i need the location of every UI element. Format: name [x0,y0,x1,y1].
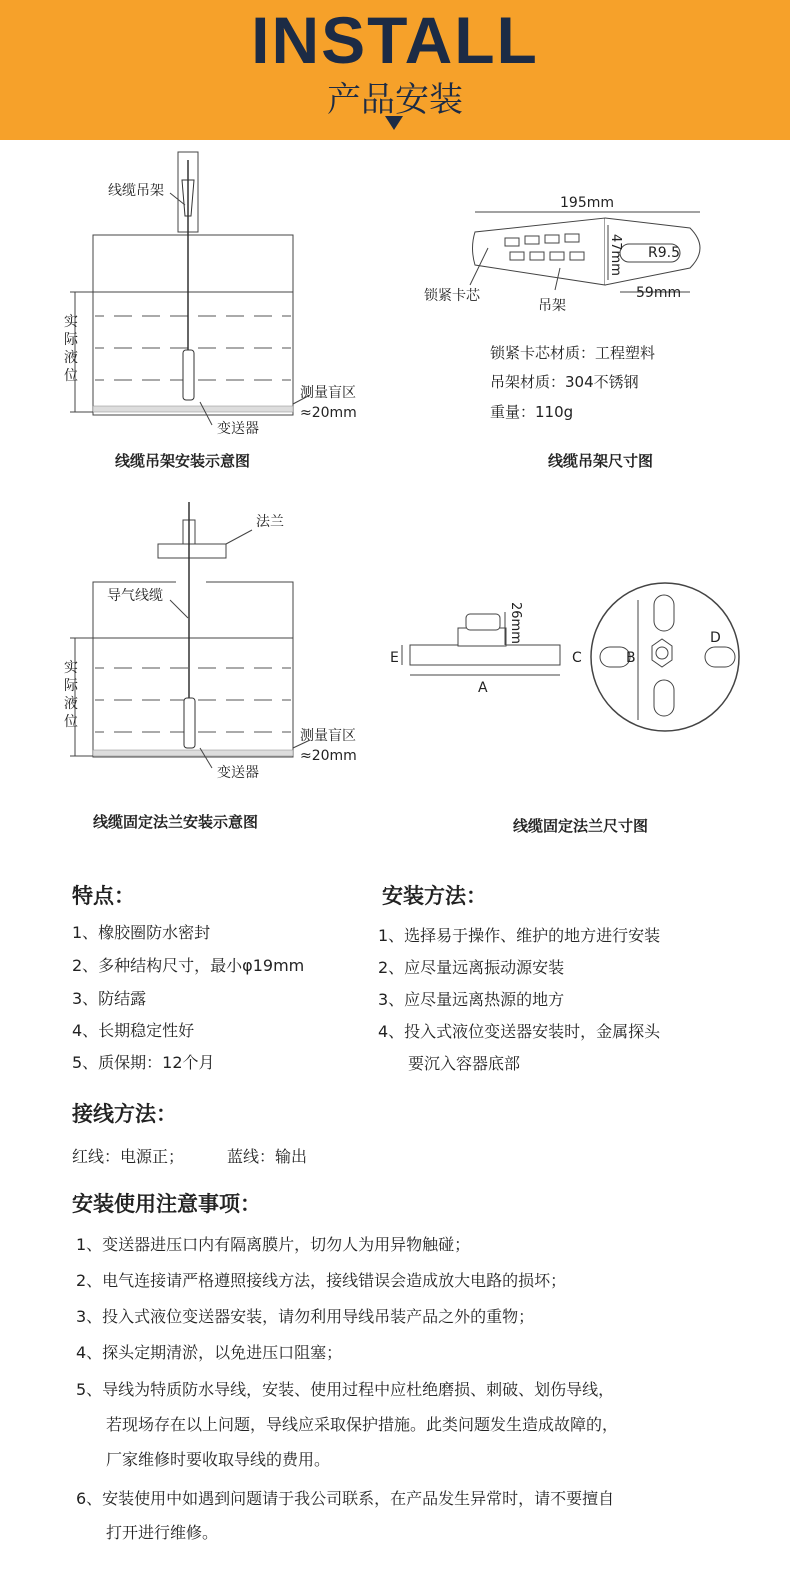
diagram-bracket-install [64,152,357,437]
note-item: 6、安装使用中如遇到问题请于我公司联系，在产品发生异常时，请不要擅自 [76,1489,615,1508]
label-bracket: 线缆吊架 [108,183,164,199]
install-item: 1、选择易于操作、维护的地方进行安装 [378,926,661,945]
feature-item: 1、橡胶圈防水密封 [72,923,211,942]
label-lock-core: 锁紧卡芯 [424,288,480,304]
label-b: B [626,650,636,666]
label-blind-zone-2: 测量盲区 [300,728,356,744]
dim-height: 47mm [608,234,623,276]
label-a: A [478,680,488,696]
label-d: D [710,630,721,646]
label-transmitter-2: 变送器 [217,765,259,781]
install-item: 4、投入式液位变送器安装时，金属探头 [378,1022,661,1041]
install-item: 要沉入容器底部 [408,1054,521,1073]
diagram-bracket-dimensions [424,195,700,314]
note-item: 5、导线为特质防水导线，安装、使用过程中应杜绝磨损、刺破、划伤导线， [76,1380,615,1399]
feature-item: 3、防结露 [72,989,147,1008]
flange-side-view [410,645,560,665]
feature-item: 4、长期稳定性好 [72,1021,195,1040]
transmitter-probe [183,350,194,400]
label-vent-cable: 导气线缆 [107,588,163,604]
caption-bracket-install: 线缆吊架安装示意图 [115,452,251,470]
wiring-title: 接线方法： [72,1102,177,1126]
note-item: 1、变送器进压口内有隔离膜片，切勿人为用异物触碰； [76,1235,471,1254]
notes-title: 安装使用注意事项： [72,1192,261,1216]
transmitter-probe-2 [184,698,195,748]
feature-item: 2、多种结构尺寸，最小φ19mm [72,956,305,975]
spec-bracket-material: 吊架材质：304不锈钢 [490,373,639,391]
caption-flange-install: 线缆固定法兰安装示意图 [93,813,259,831]
label-e: E [390,650,399,666]
install-item: 2、应尽量远离振动源安装 [378,958,565,977]
wiring-red: 红线：电源正； [72,1147,185,1166]
spec-core-material: 锁紧卡芯材质：工程塑料 [490,344,656,362]
label-level-2: 际 [64,332,78,348]
dim-height-26: 26mm [508,602,523,644]
page-title: INSTALL [251,3,539,77]
note-item: 若现场存在以上问题，导线应采取保护措施。此类问题发生造成故障的， [106,1415,619,1434]
feature-item: 5、质保期：12个月 [72,1053,215,1072]
note-item: 2、电气连接请严格遵照接线方法，接线错误会造成放大电路的损坏； [76,1271,567,1290]
features-title: 特点： [72,884,135,908]
caption-flange-dimensions: 线缆固定法兰尺寸图 [513,817,649,835]
flange-plate [158,544,226,558]
note-item: 4、探头定期清淤，以免进压口阻塞； [76,1343,343,1362]
install-item: 3、应尽量远离热源的地方 [378,990,565,1009]
label-level-2-3: 液 [64,696,78,712]
label-bracket-2: 吊架 [538,298,566,314]
label-flange: 法兰 [256,514,284,530]
diagram-flange-install [64,502,357,781]
label-transmitter: 变送器 [217,421,259,437]
label-level-2-2: 际 [64,678,78,694]
label-level-2-4: 位 [64,714,78,730]
label-level-4: 位 [64,368,78,384]
note-item: 厂家维修时要收取导线的费用。 [106,1450,331,1469]
dim-radius: R9.5 [648,245,680,261]
label-c: C [572,650,582,666]
dim-length: 195mm [560,195,614,211]
label-level-2-1: 实 [64,660,78,676]
label-level-1: 实 [64,314,78,330]
label-level-3: 液 [64,350,78,366]
wiring-blue: 蓝线：输出 [227,1147,308,1166]
label-blind-zone: 测量盲区 [300,385,356,401]
install-title: 安装方法： [382,884,487,908]
spec-weight: 重量：110g [490,403,574,421]
note-item: 3、投入式液位变送器安装，请勿利用导线吊装产品之外的重物； [76,1307,535,1326]
caption-bracket-dimensions: 线缆吊架尺寸图 [548,452,654,470]
note-item: 打开进行维修。 [106,1523,219,1542]
label-blind-value-2: ≈20mm [300,748,357,764]
down-arrow-icon [385,116,403,130]
diagram-flange-dimensions [390,583,739,731]
installation-diagrams [0,140,790,860]
dim-width: 59mm [636,285,682,301]
page-subtitle: 产品安装 [327,80,463,120]
label-blind-value: ≈20mm [300,405,357,421]
header-banner [0,0,790,140]
